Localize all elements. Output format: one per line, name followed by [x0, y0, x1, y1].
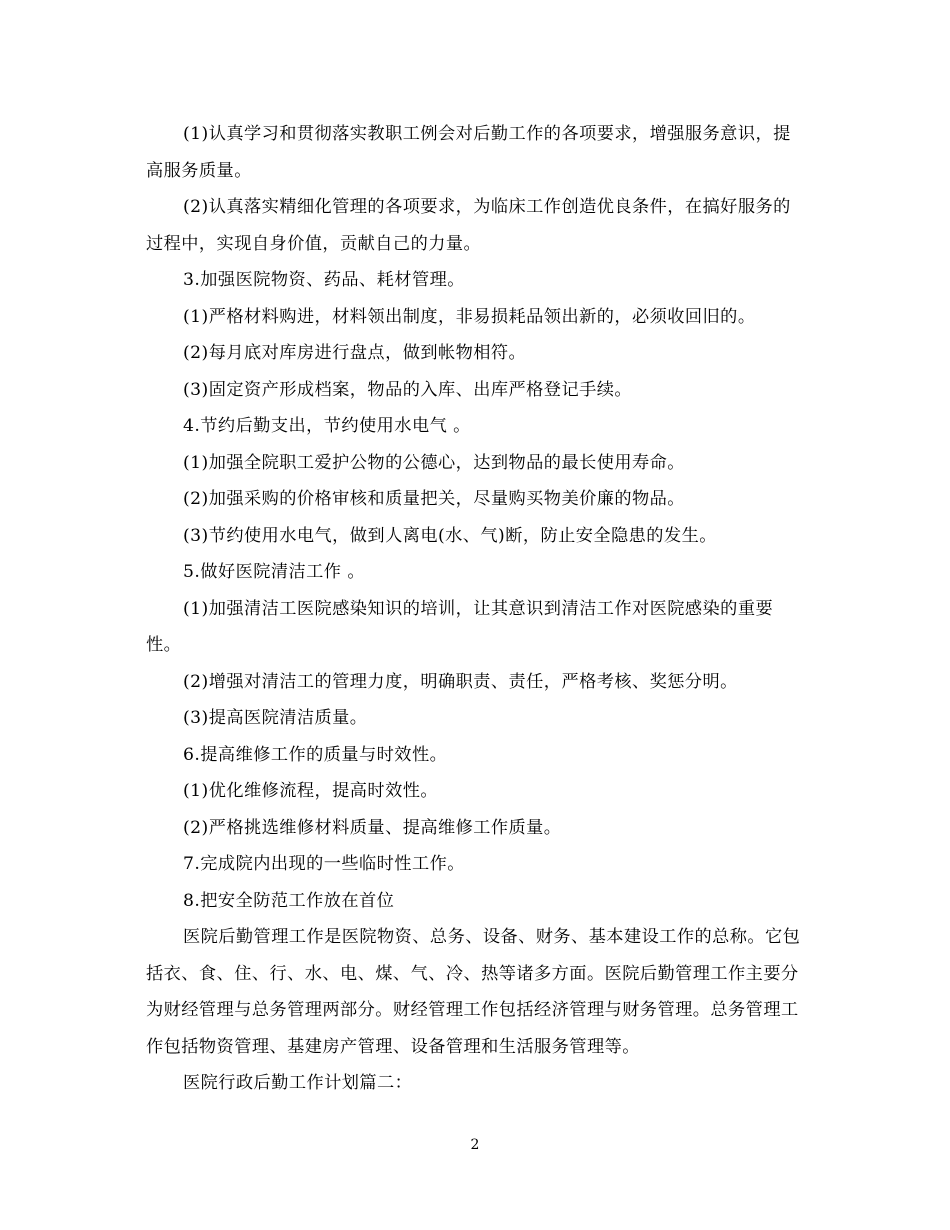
page-number: 2 [470, 1137, 480, 1153]
section-heading-6: 6.提高维修工作的质量与时效性。 [183, 744, 448, 765]
paragraph-13: (2)增强对清洁工的管理力度，明确职责、责任，严格考核、奖惩分明。 [183, 671, 738, 692]
section-heading-8: 8.把安全防范工作放在首位 [183, 890, 395, 911]
section-heading-7: 7.完成院内出现的一些临时性工作。 [183, 854, 465, 874]
paragraph-14: (3)提高医院清洁质量。 [183, 708, 368, 728]
paragraph-5: (2)每月底对库房进行盘点，做到帐物相符。 [183, 343, 527, 363]
paragraph-17: (2)严格挑选维修材料质量、提高维修工作质量。 [183, 817, 562, 838]
paragraph-9: (2)加强采购的价格审核和质量把关，尽量购买物美价廉的物品。 [183, 489, 685, 509]
section-heading-5: 5.做好医院清洁工作 。 [183, 562, 365, 582]
paragraph-2: (2)认真落实精细化管理的各项要求，为临床工作创造优良条件，在搞好服务的过程中，实现自身价值，贡献自己的力量。 [146, 197, 791, 254]
paragraph-12: (1)加强清洁工医院感染知识的培训，让其意识到清洁工作对医院感染的重要性。 [146, 598, 774, 655]
paragraph-10: (3)节约使用水电气，做到人离电(水、气)断，防止安全隐患的发生。 [183, 525, 717, 546]
section-heading-3: 3.加强医院物资、药品、耗材管理。 [183, 270, 465, 290]
document-body [146, 116, 806, 1102]
next-section-title: 医院行政后勤工作计划篇二： [183, 1073, 413, 1093]
paragraph-8: (1)加强全院职工爱护公物的公德心，达到物品的最长使用寿命。 [183, 452, 685, 473]
paragraph-4: (1)严格材料购进，材料领出制度，非易损耗品领出新的，必须收回旧的。 [183, 306, 756, 327]
paragraph-6: (3)固定资产形成档案，物品的入库、出库严格登记手续。 [183, 379, 632, 400]
paragraph-16: (1)优化维修流程，提高时效性。 [183, 781, 438, 801]
summary-paragraph: 医院后勤管理工作是医院物资、总务、设备、财务、基本建设工作的总称。它包括衣、食、住、行、水、电、煤、气、冷、热等诸多方面。医院后勤管理工作主要分为财经管理与总务管理两部分。财经管理工作包括经济管理与财务管理。总务管理工作包括物资管理、基建房产管理、设备管理和生活服务管理等。 [146, 927, 801, 1057]
section-heading-4: 4.节约后勤支出，节约使用水电气 。 [183, 416, 471, 436]
paragraph-1: (1)认真学习和贯彻落实教职工例会对后勤工作的各项要求，增强服务意识，提高服务质量。 [146, 124, 791, 181]
